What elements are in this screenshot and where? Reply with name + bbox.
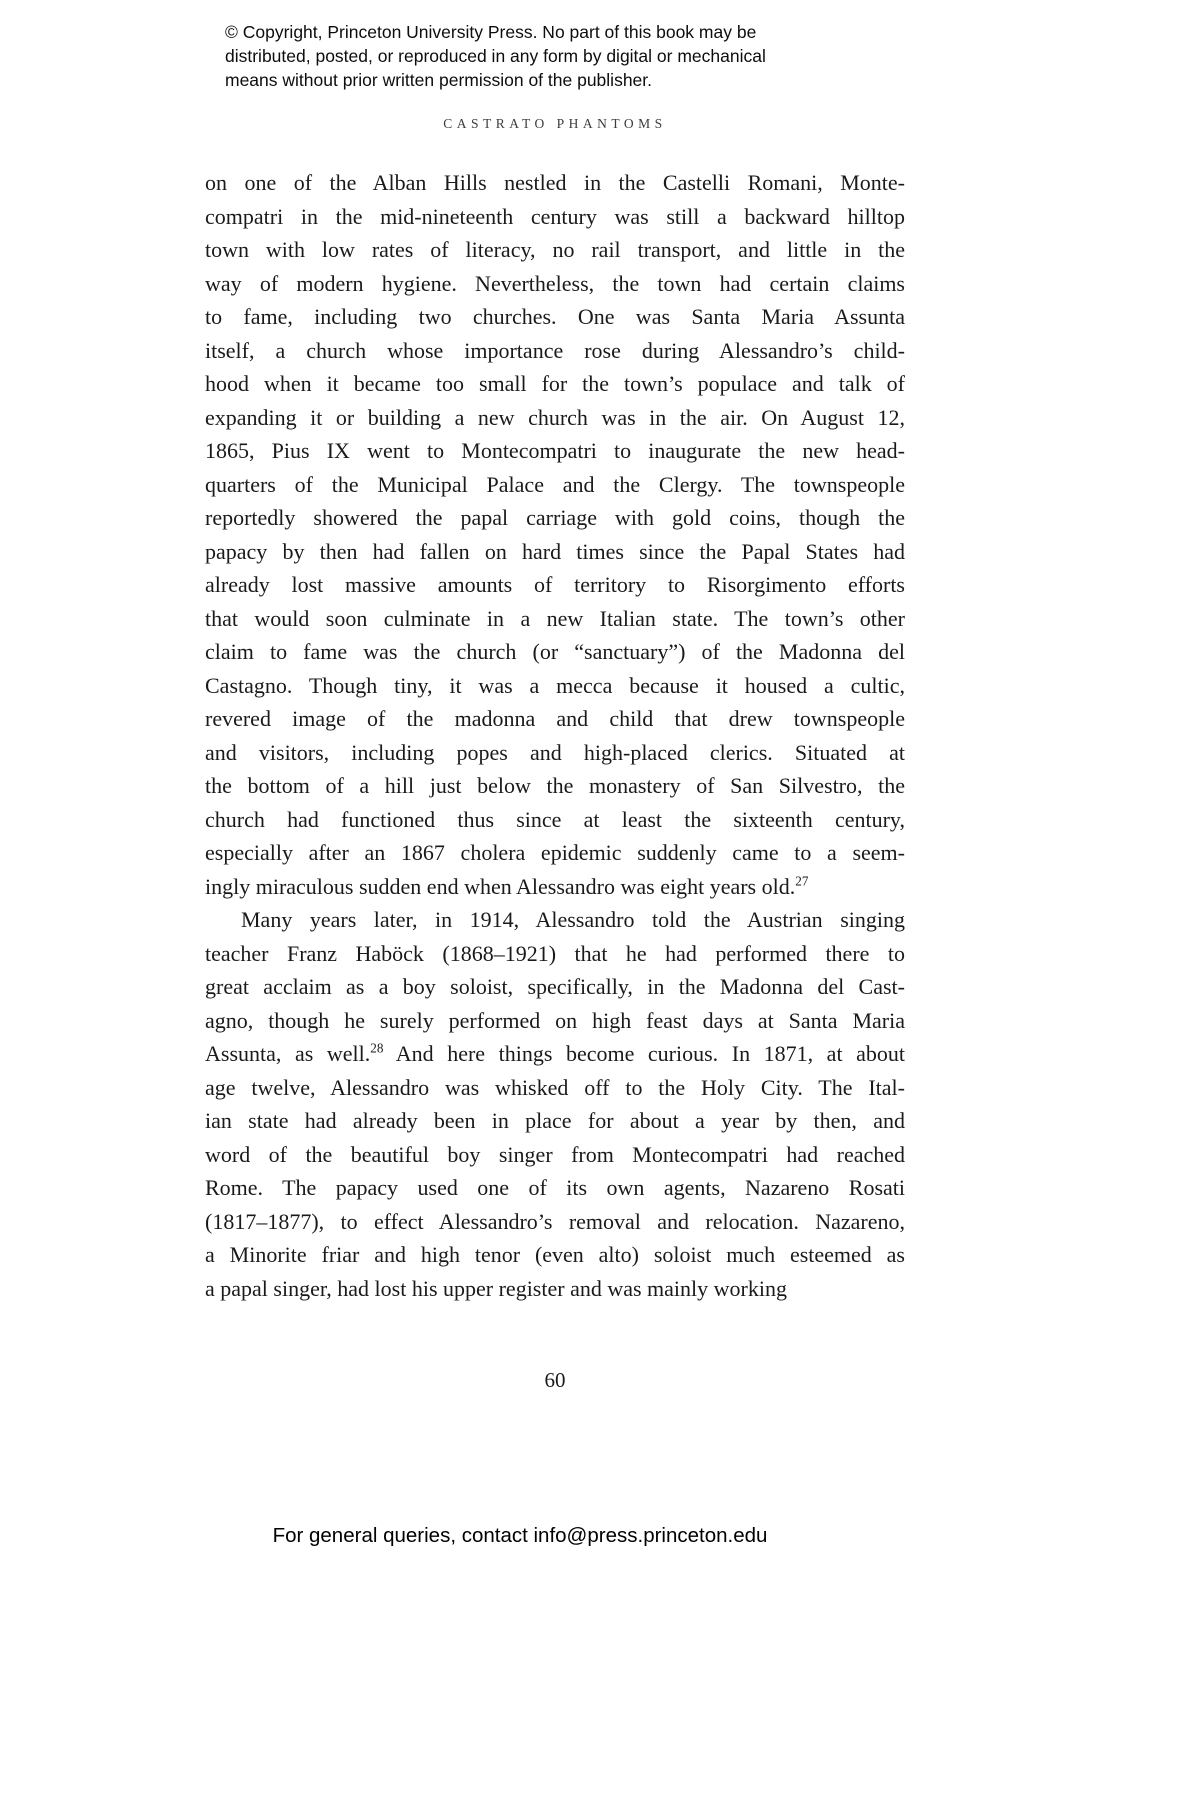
text-line: Rome. The papacy used one of its own agents, Nazareno Rosati [205, 1175, 905, 1200]
text-line: way of modern hygiene. Nevertheless, the town had certain claims [205, 270, 905, 296]
text-line: Many years later, in 1914, Alessandro told the Austrian singing [241, 907, 905, 932]
text-line: church had functioned thus since at least the sixteenth century, [205, 806, 905, 832]
text-line: a papal singer, had lost his upper register and was mainly working [205, 1275, 787, 1301]
text-line: the bottom of a hill just below the monastery of San Silvestro, the [205, 773, 905, 798]
text-line: and visitors, including popes and high-placed clerics. Situated at [205, 739, 905, 765]
copyright-line: © Copyright, Princeton University Press. No part of this book may be [225, 22, 757, 42]
paragraph [205, 166, 905, 903]
text-line: revered image of the madonna and child that drew townspeople [205, 706, 905, 731]
text-line: agno, though he surely performed on high feast days at Santa Maria [205, 1007, 905, 1033]
copyright-line: means without prior written permission of the publisher. [225, 70, 653, 90]
text-line: great acclaim as a boy soloist, specifically, in the Madonna del Cast- [205, 974, 905, 999]
text-line: quarters of the Municipal Palace and the Clergy. The townspeople [205, 471, 905, 497]
running-head: CASTRATO PHANTOMS [443, 116, 667, 131]
text-line: reportedly showered the papal carriage with gold coins, though the [205, 505, 905, 530]
text-line: Assunta, as well.$^{28}$ And here things become curious. In 1871, at about [205, 1040, 905, 1066]
text-line: 1865, Pius IX went to Montecompatri to inaugurate the new head- [205, 438, 905, 463]
text-line: age twelve, Alessandro was whisked off to the Holy City. The Ital- [205, 1074, 905, 1100]
text-line: compatri in the mid-nineteenth century was still a backward hilltop [205, 203, 905, 229]
text-line: to fame, including two churches. One was Santa Maria Assunta [205, 304, 905, 329]
body-text [205, 166, 905, 1305]
text-line: on one of the Alban Hills nestled in the Castelli Romani, Monte- [205, 170, 905, 195]
copyright-notice [225, 20, 766, 92]
paragraph [205, 903, 905, 1305]
footnote-marker: 28 [370, 1040, 384, 1056]
text-line: hood when it became too small for the town’s populace and talk of [205, 371, 905, 396]
footnote-marker: 27 [795, 873, 809, 889]
text-line: itself, a church whose importance rose during Alessandro’s child- [205, 337, 905, 363]
text-line: papacy by then had fallen on hard times since the Papal States had [205, 538, 905, 564]
text-line: (1817–1877), to effect Alessandro’s removal and relocation. Nazareno, [205, 1208, 905, 1234]
footer-contact: For general queries, contact info@press.princeton.edu [272, 1524, 768, 1547]
text-line: teacher Franz Haböck (1868–1921) that he had performed there to [205, 940, 905, 966]
text-line: that would soon culminate in a new Italian state. The town’s other [205, 605, 905, 631]
text-line: town with low rates of literacy, no rail transport, and little in the [205, 237, 905, 262]
text-line: word of the beautiful boy singer from Montecompatri had reached [205, 1141, 905, 1167]
text-line: a Minorite friar and high tenor (even alto) soloist much esteemed as [205, 1242, 905, 1267]
text-line: ingly miraculous sudden end when Alessandro was eight years old.$^{27}$ [205, 873, 809, 899]
text-line: already lost massive amounts of territory to Risorgimento efforts [205, 572, 905, 597]
text-line: expanding it or building a new church was in the air. On August 12, [205, 404, 905, 430]
text-line: claim to fame was the church (or “sanctuary”) of the Madonna del [205, 639, 905, 664]
page-number: 60 [544, 1368, 566, 1392]
copyright-line: distributed, posted, or reproduced in any form by digital or mechanical [225, 46, 766, 66]
text-line: Castagno. Though tiny, it was a mecca because it housed a cultic, [205, 672, 905, 698]
text-line: ian state had already been in place for about a year by then, and [205, 1108, 905, 1133]
text-line: especially after an 1867 cholera epidemic suddenly came to a seem- [205, 840, 905, 865]
